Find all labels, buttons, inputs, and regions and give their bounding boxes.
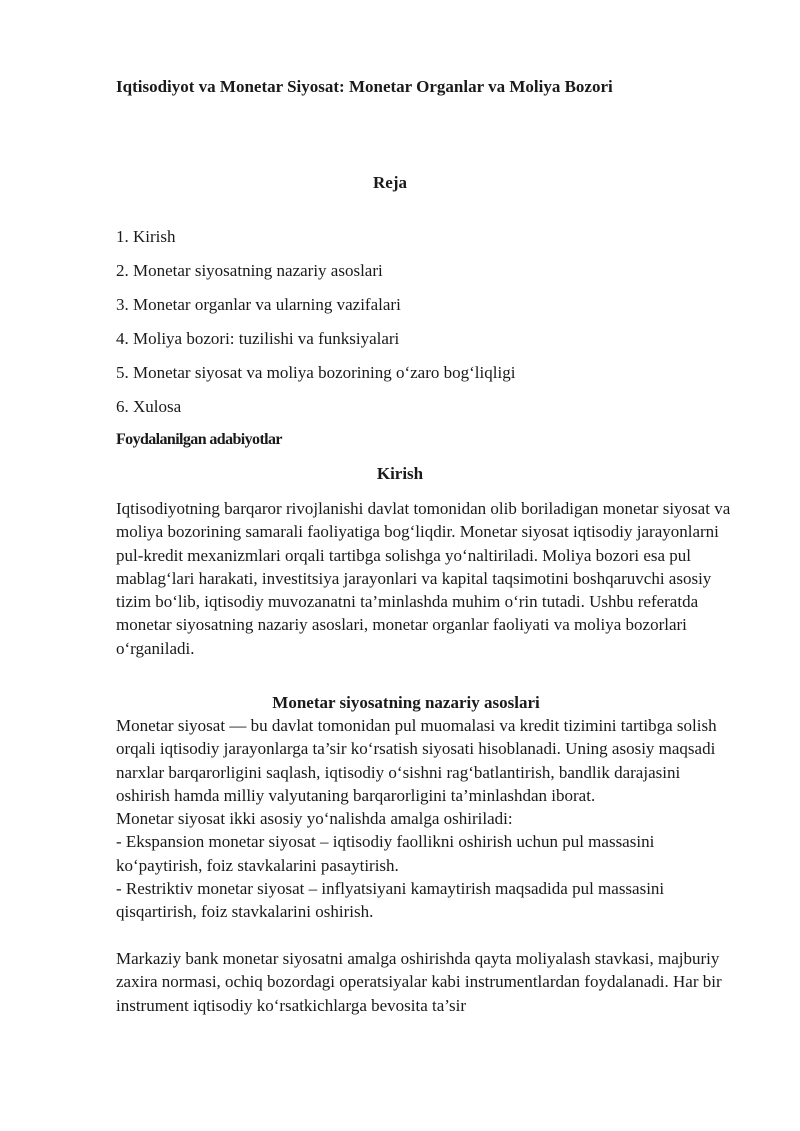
toc-item: 1. Kirish: [116, 227, 176, 246]
toc-item: 2. Monetar siyosatning nazariy asoslari: [116, 261, 383, 280]
intro-heading: Kirish: [376, 464, 424, 483]
references-heading: Foydalanilgan adabiyotlar: [116, 431, 282, 448]
document-title: Iqtisodiyot va Monetar Siyosat: Monetar Organlar va Moliya Bozori: [116, 77, 613, 96]
intro-paragraph: Iqtisodiyotning barqaror rivojlanishi davlat tomonidan olib boriladigan monetar siyosat va moliya bozorining samarali faoliyatiga bog‘liqdir. Monetar siyosat iqtisodiy jarayonlarni pul-kredit mexanizmlari orqali tartibga solishga yo‘naltiriladi. Moliya bozori esa pul mablag‘lari harakati, investitsiya jarayonlari va kapital taqsimotini boshqaruvchi asosiy tizim bo‘lib, iqtisodiy muvozanatni ta’minlashda muhim o‘rin tutadi. Ushbu referatda monetar siyosatning nazariy asoslari, monetar organlar faoliyati va moliya bozorlari o‘rganiladi.: [116, 499, 731, 658]
theory-paragraph: Markaziy bank monetar siyosatni amalga oshirishda qayta moliyalash stavkasi, majburiy zaxira normasi, ochiq bozordagi operatsiyalar kabi instrumentlardan foydalanadi. Har bir instrument iqtisodiy ko‘rsatkichlarga bevosita ta’sir: [116, 948, 722, 1015]
theory-paragraph: Monetar siyosat — bu davlat tomonidan pul muomalasi va kredit tizimini tartibga solish orqali iqtisodiy jarayonlarga ta’sir ko‘rsatish siyosati hisoblanadi. Uning asosiy maqsadi narxlar barqarorligini saqlash, iqtisodiy o‘sishni rag‘batlantirish, bandlik darajasini oshirish hamda milliy valyutaning barqarorligini ta’minlashdan iborat.: [116, 716, 717, 805]
toc-item: 3. Monetar organlar va ularning vazifalari: [116, 295, 401, 314]
theory-paragraph: Monetar siyosat ikki asosiy yo‘nalishda amalga oshiriladi:: [116, 809, 513, 829]
toc-item: 6. Xulosa: [116, 397, 182, 416]
toc-item: 5. Monetar siyosat va moliya bozorining o‘zaro bog‘liqligi: [116, 363, 516, 382]
policy-type-item: - Restriktiv monetar siyosat – inflyatsiyani kamaytirish maqsadida pul massasini qisqartirish, foiz stavkalarini oshirish.: [116, 879, 665, 922]
plan-heading: Reja: [373, 173, 407, 192]
toc-item: 4. Moliya bozori: tuzilishi va funksiyalari: [116, 329, 400, 348]
theory-heading: Monetar siyosatning nazariy asoslari: [272, 693, 540, 712]
policy-type-item: - Ekspansion monetar siyosat – iqtisodiy faollikni oshirish uchun pul massasini ko‘paytirish, foiz stavkalarini pasaytirish.: [116, 832, 655, 875]
paragraph-spacer: [116, 924, 734, 947]
theory-section-body: [116, 714, 734, 1017]
table-of-contents: [116, 226, 515, 430]
